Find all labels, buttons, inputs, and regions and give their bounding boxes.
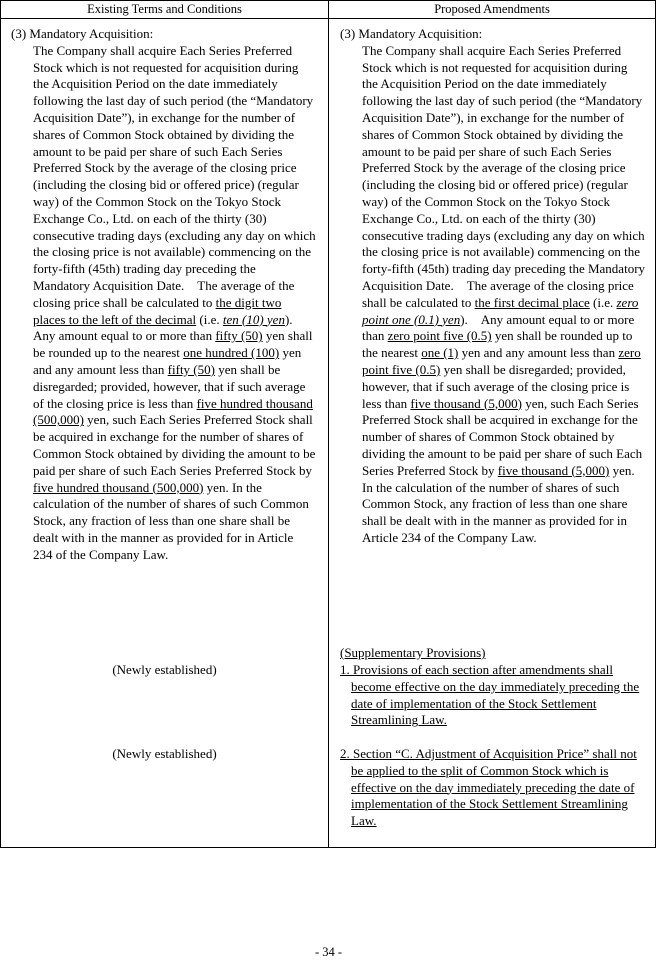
amended-phrase: one hundred (100)	[183, 345, 280, 361]
column-divider	[328, 1, 329, 847]
amended-phrase: zero point one (0.1) yen	[362, 294, 639, 327]
text-run: ). Any amount equal to or more than	[33, 311, 293, 344]
amended-phrase: fifty (50)	[167, 361, 215, 377]
amended-phrase: zero point five (0.5)	[387, 328, 492, 344]
supplementary-item-1-text: 1. Provisions of each section after amendments shall become effective on the day immediately preceding the date of implementation of the Stock Settlement Streamlining Law.	[340, 662, 640, 728]
amended-phrase: five hundred thousand (500,000)	[33, 395, 313, 428]
header-existing-terms: Existing Terms and Conditions	[87, 2, 242, 16]
page-number: - 34 -	[314, 945, 343, 959]
existing-item-body	[33, 43, 316, 564]
amended-phrase: the digit two places to the left of the decimal	[33, 294, 282, 327]
text-run: ). Any amount equal to or more than	[362, 311, 635, 344]
supplementary-item-1	[340, 662, 648, 729]
amended-phrase: ten (10) yen	[222, 311, 285, 327]
supplementary-provisions-heading: (Supplementary Provisions)	[340, 645, 486, 660]
text-run: yen shall be disregarded; provided, however, that if such average of the closing price is less than	[33, 361, 306, 411]
text-run: yen shall be disregarded; provided, however, that if such average of the closing price is less than	[362, 361, 630, 411]
amended-phrase: one (1)	[421, 345, 459, 361]
text-run: The Company shall acquire Each Series Preferred Stock which is not requested for acquisition during the Acquisition Period on the date immediately following the last day of such period (the “Mandatory Acquisition Date”), in exchange for the number of shares of Common Stock obtained by dividing the amount to be paid per share of such Each Series Preferred Stock by the average of the closing price (including the closing bid or offered price) (regular way) of the Common Stock on the Tokyo Stock Exchange Co., Ltd. on each of the thirty (30) consecutive trading days (excluding any day on which the closing price is not available) commencing on the forty-fifth (45th) trading day preceding the Mandatory Acquisition Date. The average of the closing price shall be calculated to	[33, 42, 316, 310]
text-run: yen shall be rounded up to the nearest	[362, 328, 633, 361]
existing-newly-established-2: (Newly established)	[112, 746, 217, 761]
existing-item-heading: (3) Mandatory Acquisition:	[11, 26, 154, 41]
amended-phrase: five hundred thousand (500,000)	[33, 479, 204, 495]
amended-phrase: five thousand (5,000)	[497, 462, 610, 478]
text-run: yen and any amount less than	[33, 345, 302, 377]
header-proposed-amendments: Proposed Amendments	[434, 2, 550, 16]
amended-phrase: five thousand (5,000)	[410, 395, 522, 411]
existing-mandatory-acquisition-cell	[11, 26, 316, 564]
text-run: yen, such Each Series Preferred Stock shall be acquired in exchange for the number of shares of Common Stock obtained by dividing the amount to be paid per share of such Each Series Preferred Stock by	[33, 412, 316, 478]
text-run: yen. In the calculation of the number of shares of such Common Stock, any fraction of less than one share shall be dealt with in the manner as provided for in Article 234 of the Company Law.	[33, 479, 309, 562]
proposed-item-heading: (3) Mandatory Acquisition:	[340, 26, 483, 41]
text-run: The Company shall acquire Each Series Preferred Stock which is not requested for acquisition during the Acquisition Period on the date immediately following the last day of such period (the “Mandatory Acquisition Date”), in exchange for the number of shares of Common Stock obtained by dividing the amount to be paid per share of such Each Series Preferred Stock by the average of the closing price (including the closing bid or offered price) (regular way) of the Common Stock on the Tokyo Stock Exchange Co., Ltd. on each of the thirty (30) consecutive trading days (excluding any day on which the closing price is not available) commencing on the forty-fifth (45th) trading day preceding the Mandatory Acquisition Date. The average of the closing price shall be calculated to	[362, 42, 646, 310]
text-run: yen. In the calculation of the number of shares of such Common Stock, any fraction of less than one share shall be dealt with in the manner as provided for in Article 234 of the Company Law.	[362, 462, 635, 545]
amended-phrase: zero point five (0.5)	[362, 345, 641, 377]
text-run: yen, such Each Series Preferred Stock shall be acquired in exchange for the number of shares of Common Stock obtained by dividing the amount to be paid per share of such Each Series Preferred Stock by	[362, 395, 643, 478]
table-header-row	[1, 1, 655, 19]
existing-newly-established-1: (Newly established)	[112, 662, 217, 677]
proposed-item-body	[362, 43, 646, 547]
supplementary-item-2	[340, 746, 648, 830]
amended-phrase: fifty (50)	[215, 328, 263, 344]
amended-phrase: the first decimal place	[474, 294, 590, 310]
supplementary-item-2-text: 2. Section “C. Adjustment of Acquisition Price” shall not be applied to the split of Common Stock which is effective on the day immediately preceding the date of implementation of the Stock Settlement Streamlining Law.	[340, 746, 637, 829]
text-run: (i.e.	[196, 311, 223, 327]
text-run: yen and any amount less than	[458, 345, 619, 361]
text-run: yen shall be rounded up to the nearest	[33, 328, 313, 361]
text-run: (i.e.	[589, 294, 617, 310]
proposed-mandatory-acquisition-cell	[340, 26, 646, 547]
